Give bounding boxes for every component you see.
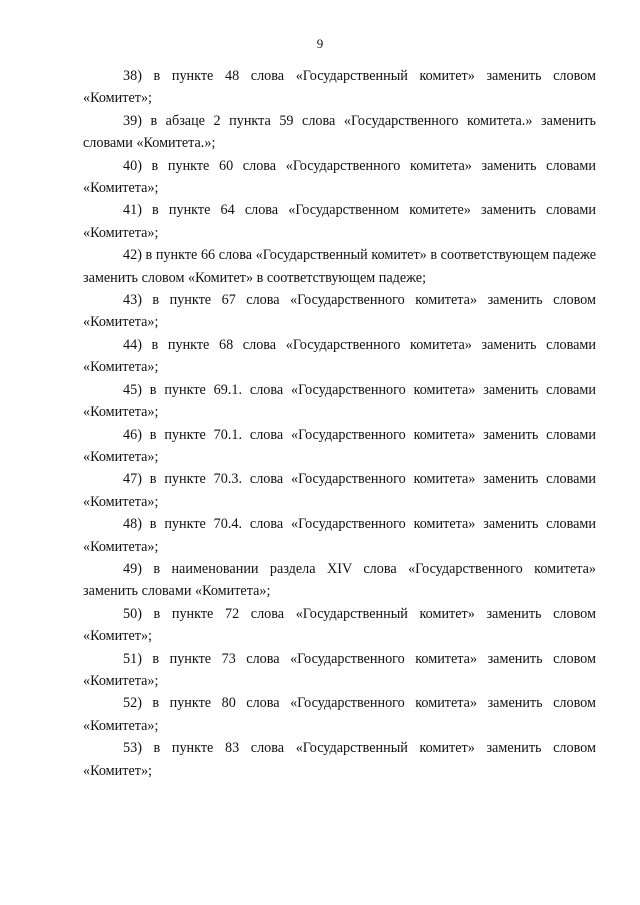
paragraph-42: 42) в пункте 66 слова «Государственный комитет» в соответствующем падеже заменить словом «Комитет» в соответствующем падеже; xyxy=(83,247,596,286)
paragraph-53: 53) в пункте 83 слова «Государственный комитет» заменить словом «Комитет»; xyxy=(83,740,596,779)
paragraph-40: 40) в пункте 60 слова «Государственного комитета» заменить словами «Комитета»; xyxy=(83,157,596,197)
paragraph-41: 41) в пункте 64 слова «Государственном комитете» заменить словами «Комитета»; xyxy=(83,202,596,241)
paragraph-52: 52) в пункте 80 слова «Государственного комитета» заменить словом «Комитета»; xyxy=(83,695,596,734)
paragraph-44: 44) в пункте 68 слова «Государственного комитета» заменить словами «Комитета»; xyxy=(83,336,596,376)
paragraph-39: 39) в абзаце 2 пункта 59 слова «Государственного комитета.» заменить словами «Комитета.»; xyxy=(83,112,596,152)
paragraph-38: 38) в пункте 48 слова «Государственный комитет» заменить словом «Комитет»; xyxy=(83,68,596,107)
document-body xyxy=(83,65,596,782)
paragraph-50: 50) в пункте 72 слова «Государственный комитет» заменить словом «Комитет»; xyxy=(83,605,596,645)
paragraph-47: 47) в пункте 70.3. слова «Государственного комитета» заменить словами «Комитета»; xyxy=(83,471,596,510)
paragraph-49: 49) в наименовании раздела XIV слова «Государственного комитета» заменить словами «Комитета»; xyxy=(83,560,596,600)
paragraph-51: 51) в пункте 73 слова «Государственного комитета» заменить словом «Комитета»; xyxy=(83,650,596,689)
paragraph-45: 45) в пункте 69.1. слова «Государственного комитета» заменить словами «Комитета»; xyxy=(83,381,596,421)
page-number: 9 xyxy=(316,36,324,51)
paragraph-43: 43) в пункте 67 слова «Государственного комитета» заменить словом «Комитета»; xyxy=(83,292,596,331)
paragraph-46: 46) в пункте 70.1. слова «Государственного комитета» заменить словами «Комитета»; xyxy=(83,426,596,465)
paragraph-48: 48) в пункте 70.4. слова «Государственного комитета» заменить словами «Комитета»; xyxy=(83,516,596,555)
